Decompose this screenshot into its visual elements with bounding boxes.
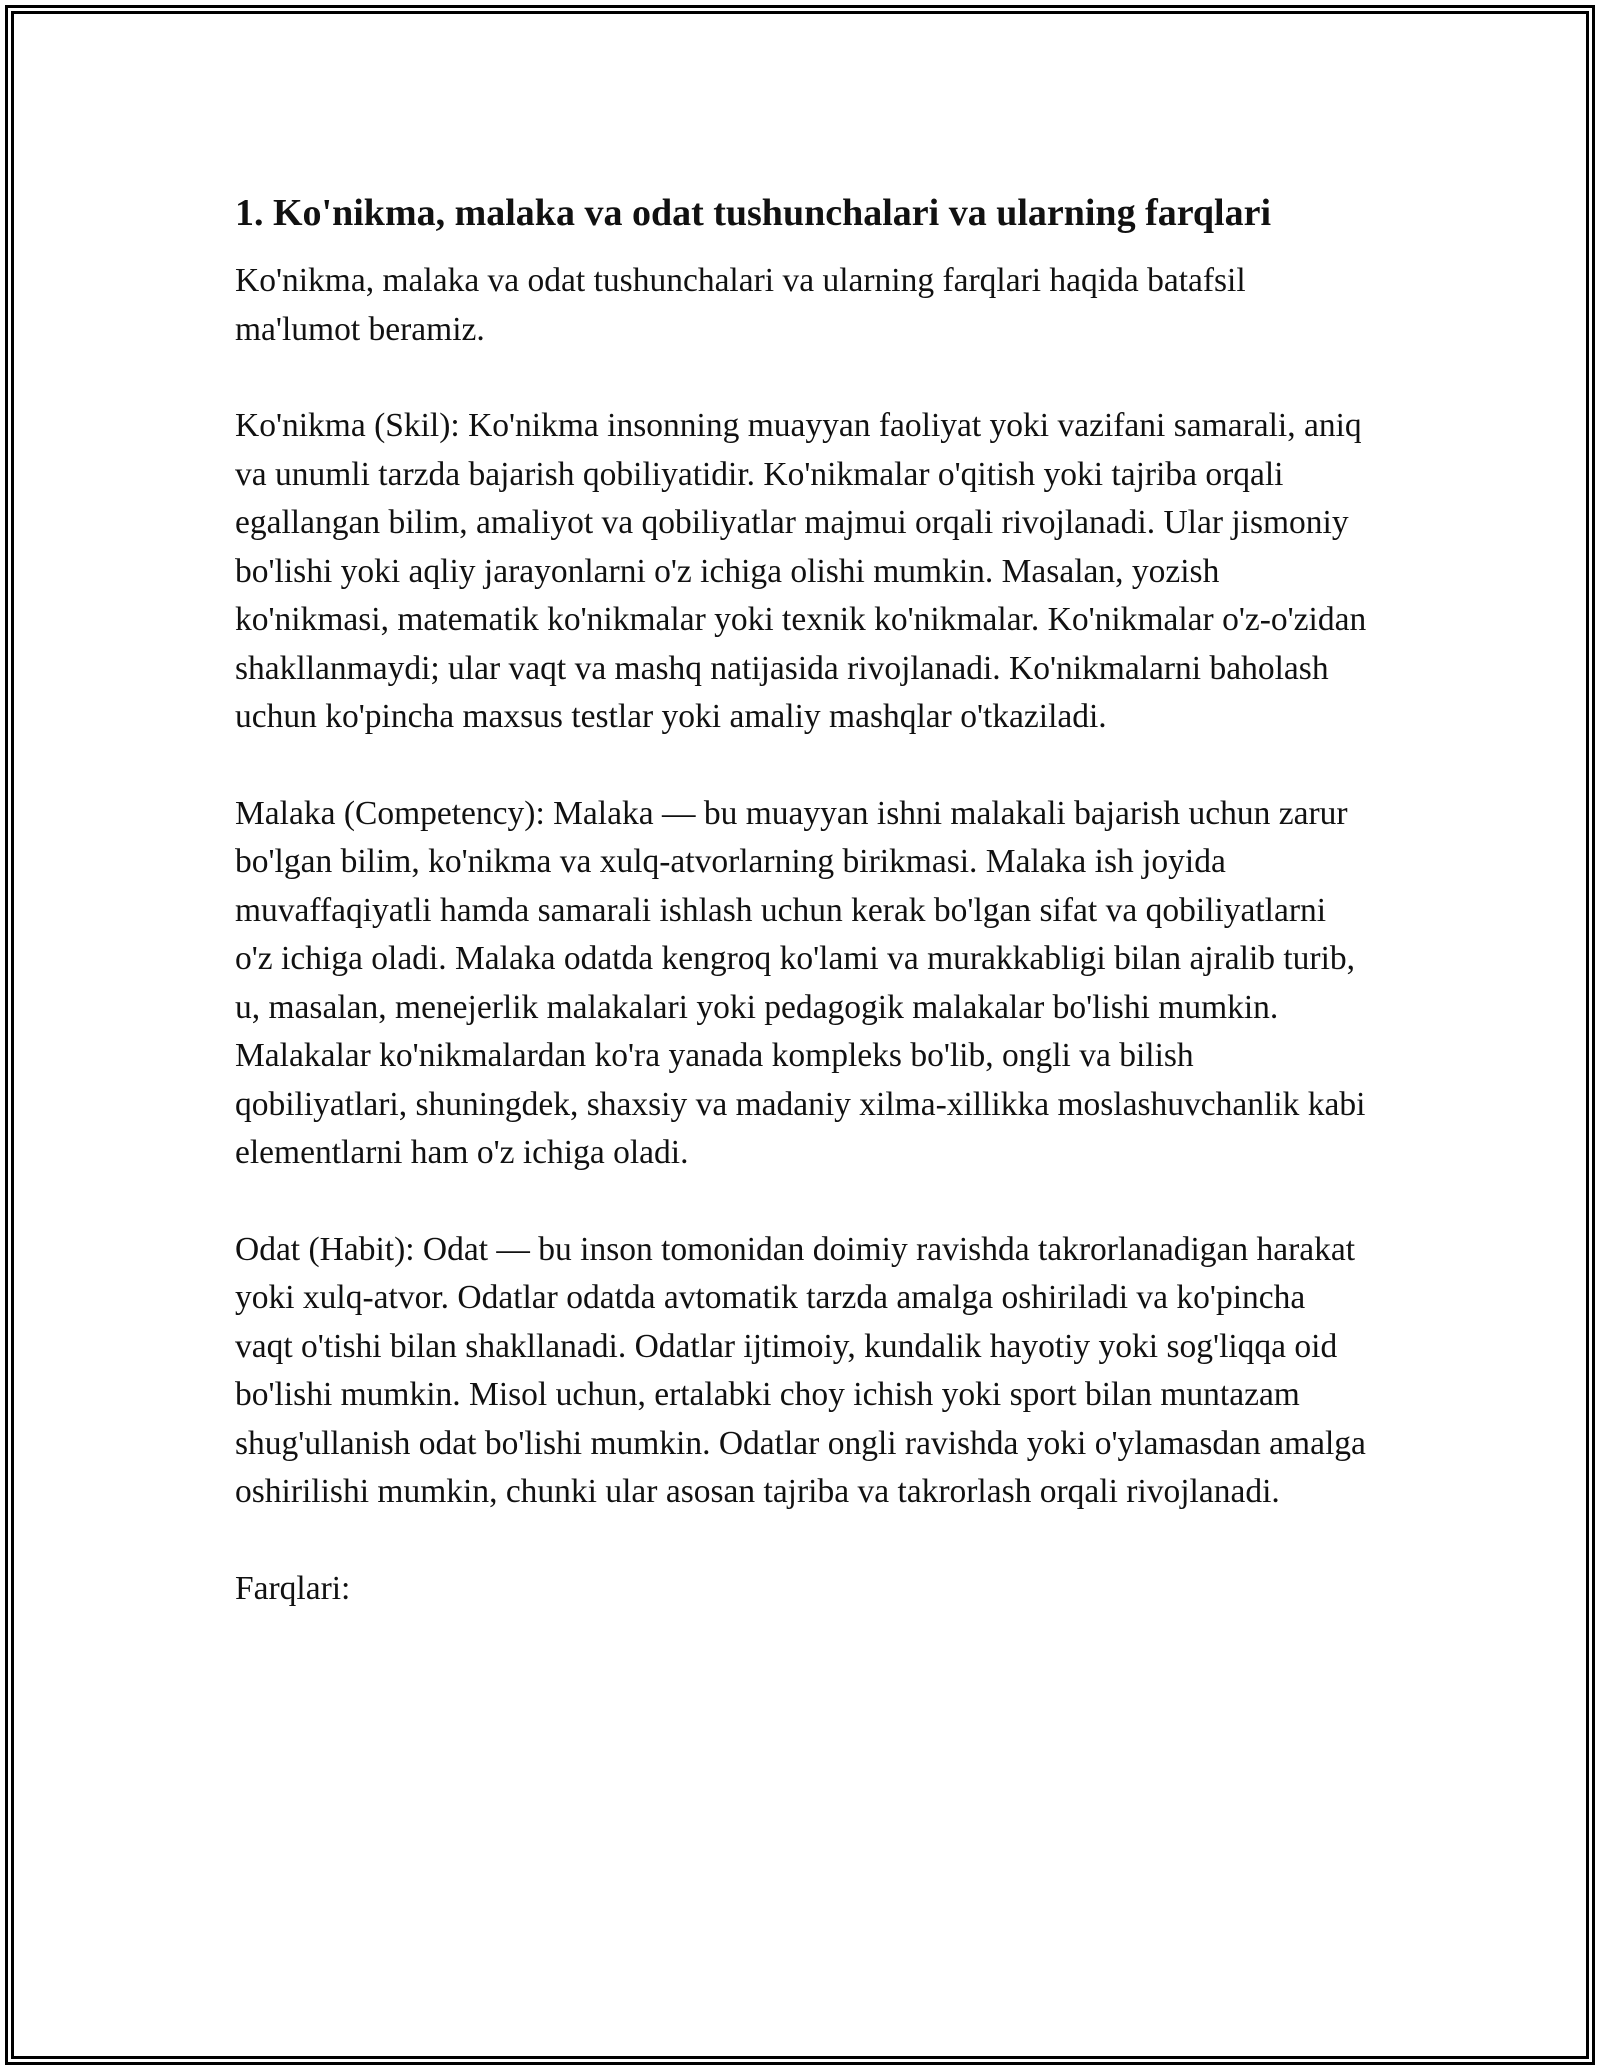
habit-paragraph: Odat (Habit): Odat — bu inson tomonidan doimiy ravishda takrorlanadigan harakat yoki xulq-atvor. Odatlar odatda avtomatik tarzda amalga oshiriladi va ko'pincha vaqt o'tishi bilan shakllanadi. Odatlar ijtimoiy, kundalik hayotiy yoki sog'liqqa oid bo'lishi mumkin. Misol uchun, ertalabki choy ichish yoki sport bilan muntazam shug'ullanish odat bo'lishi mumkin. Odatlar ongli ravishda yoki o'ylamasdan amalga oshirilishi mumkin, chunki ular asosan tajriba va takrorlash orqali rivojlanadi.: [235, 1230, 1366, 1510]
differences-heading: Farqlari:: [235, 1569, 351, 1607]
document-title: 1. Ko'nikma, malaka va odat tushunchalari va ularning farqlari: [235, 192, 1272, 234]
skill-paragraph: Ko'nikma (Skil): Ko'nikma insonning muayyan faoliyat yoki vazifani samarali, aniq va unumli tarzda bajarish qobiliyatidir. Ko'nikmalar o'qitish yoki tajriba orqali egallangan bilim, amaliyot va qobiliyatlar majmui orqali rivojlanadi. Ular jismoniy bo'lishi yoki aqliy jarayonlarni o'z ichiga olishi mumkin. Masalan, yozish ko'nikmasi, matematik ko'nikmalar yoki texnik ko'nikmalar. Ko'nikmalar o'z-o'zidan shakllanmaydi; ular vaqt va mashq natijasida rivojlanadi. Ko'nikmalarni baholash uchun ko'pincha maxsus testlar yoki amaliy mashqlar o'tkaziladi.: [235, 407, 1367, 735]
document-body: [235, 186, 1370, 1613]
intro-paragraph: Ko'nikma, malaka va odat tushunchalari va ularning farqlari haqida batafsil ma'lumot beramiz.: [235, 262, 1246, 348]
competency-paragraph: Malaka (Competency): Malaka — bu muayyan ishni malakali bajarish uchun zarur bo'lgan bilim, ko'nikma va xulq-atvorlarning birikmasi. Malaka ish joyida muvaffaqiyatli hamda samarali ishlash uchun kerak bo'lgan sifat va qobiliyatlarni o'z ichiga oladi. Malaka odatda kengroq ko'lami va murakkabligi bilan ajralib turib, u, masalan, menejerlik malakalari yoki pedagogik malakalar bo'lishi mumkin. Malakalar ko'nikmalardan ko'ra yanada kompleks bo'lib, ongli va bilish qobiliyatlari, shuningdek, shaxsiy va madaniy xilma-xillikka moslashuvchanlik kabi elementlarni ham o'z ichiga oladi.: [235, 794, 1366, 1171]
